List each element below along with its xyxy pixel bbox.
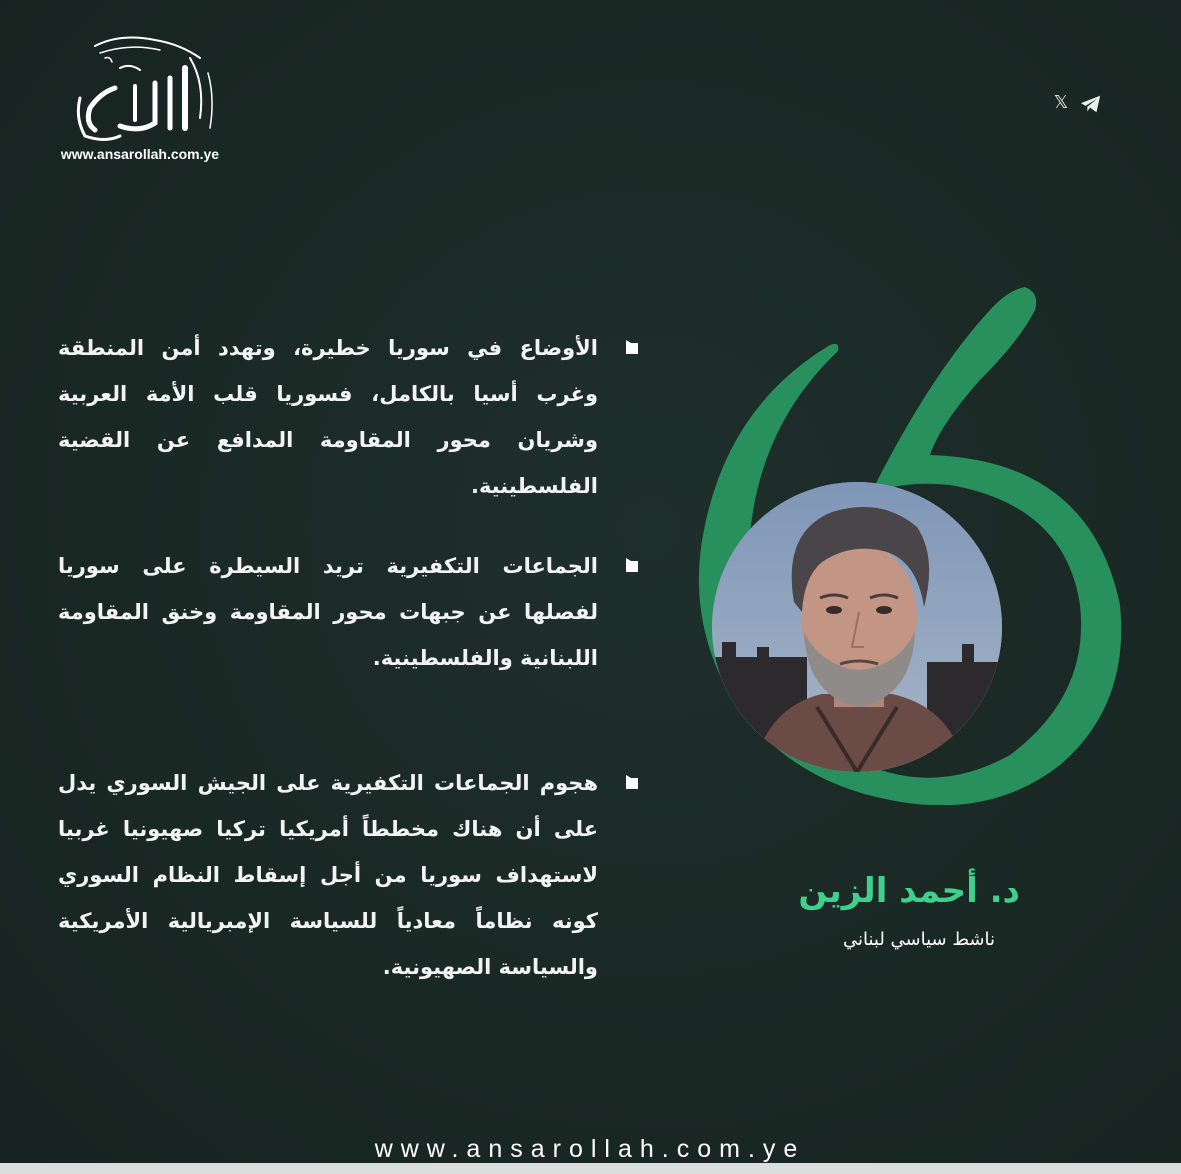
- ansarollah-logo[interactable]: [55, 28, 225, 168]
- portrait-image: [712, 482, 1002, 772]
- person-name: د. أحمد الزين: [798, 871, 1020, 911]
- quote-mark-icon: [622, 338, 640, 356]
- telegram-icon[interactable]: [1080, 94, 1102, 114]
- quote-mark-icon: [622, 773, 640, 791]
- person-role: ناشط سياسي لبناني: [842, 929, 995, 950]
- logo-url[interactable]: www.ansarollah.com.ye: [60, 146, 220, 162]
- quote-1: الأوضاع في سوريا خطيرة، وتهدد أمن المنطقة وغرب أسيا بالكامل، فسوريا قلب الأمة العربية وشريان محور المقاومة المدافع عن القضية الفلسطينية.: [58, 336, 598, 498]
- quote-mark-icon: [622, 556, 640, 574]
- portrait-photo: [712, 482, 1002, 772]
- social-links: [1050, 92, 1106, 116]
- footer-bar: [0, 1163, 1181, 1174]
- quote-3: هجوم الجماعات التكفيرية على الجيش السوري يدل على أن هناك مخططاً أمريكيا تركيا صهيونيا غربيا لاستهداف سوريا من أجل إسقاط النظام السوري كونه نظاماً معادياً للسياسة الإمبريالية الأمريكية والسياسة الصهيونية.: [58, 771, 598, 979]
- calligraphy-logo-icon: [60, 28, 220, 146]
- quote-2: الجماعات التكفيرية تريد السيطرة على سوريا لفصلها عن جبهات محور المقاومة وخنق المقاومة اللبنانية والفلسطينية.: [58, 554, 598, 670]
- x-logo-icon[interactable]: 𝕏: [1053, 92, 1069, 113]
- footer-url[interactable]: www.ansarollah.com.ye: [374, 1135, 806, 1163]
